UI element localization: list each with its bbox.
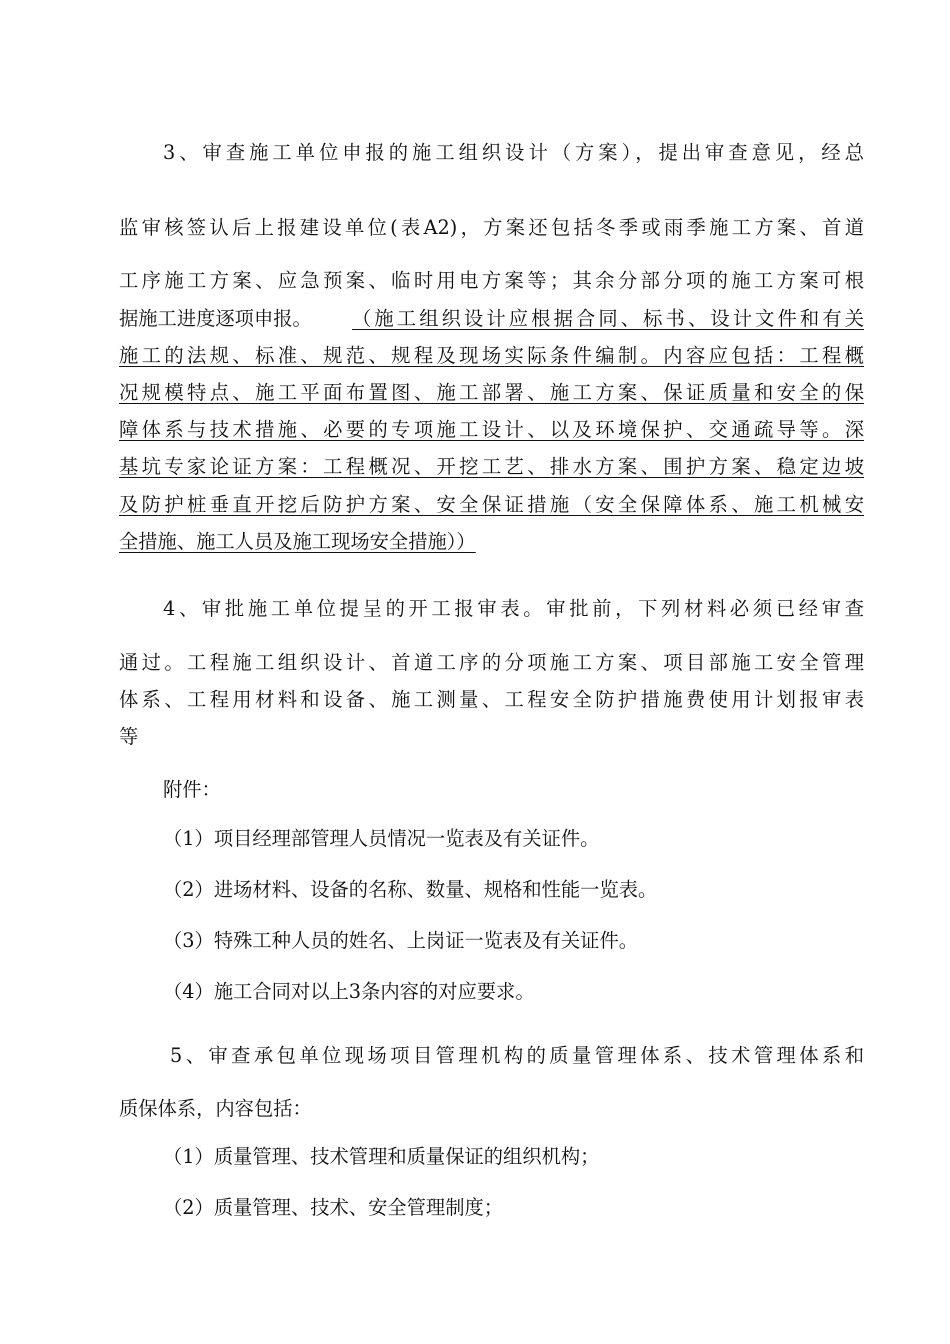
attachment-item-4: （4）施工合同对以上3条内容的对应要求。: [163, 980, 535, 1003]
item-3-note-line-4: 障体系与技术措施、必要的专项施工设计、以及环境保护、交通疏导等。深: [119, 418, 864, 441]
item-4-line-4: 等: [119, 725, 139, 748]
item-3-note-line-6: 及防护桩垂直开挖后防护方案、安全保证措施（安全保障体系、施工机械安: [119, 493, 864, 516]
item-4-line-2: 通过。工程施工组织设计、首道工序的分项施工方案、项目部施工安全管理: [119, 651, 864, 674]
item-5-sub-1: （1）质量管理、技术管理和质量保证的组织机构；: [163, 1145, 600, 1168]
item-3-note-line-5: 基坑专家论证方案：工程概况、开挖工艺、排水方案、围护方案、稳定边坡: [119, 455, 864, 478]
attachment-item-1: （1）项目经理部管理人员情况一览表及有关证件。: [163, 827, 600, 850]
item-3-note-line-7: 全措施、施工人员及施工现场安全措施））: [119, 530, 476, 553]
item-5-line-2: 质保体系，内容包括：: [119, 1097, 312, 1120]
item-3-line-3: 工序施工方案、应急预案、临时用电方案等；其余分部分项的施工方案可根: [119, 269, 864, 292]
item-3-line-4-lead: 据施工进度逐项申报。: [119, 307, 312, 330]
item-5-sub-2: （2）质量管理、技术、安全管理制度；: [163, 1196, 504, 1219]
item-4-line-1: 4、审批施工单位提呈的开工报审表。审批前，下列材料必须已经审查: [163, 597, 864, 620]
attachment-item-2: （2）进场材料、设备的名称、数量、规格和性能一览表。: [163, 878, 658, 901]
item-3-line-2: 监审核签认后上报建设单位(表A2)，方案还包括冬季或雨季施工方案、首道: [119, 216, 864, 239]
item-4-line-3: 体系、工程用材料和设备、施工测量、工程安全防护措施费使用计划报审表: [119, 688, 864, 711]
item-3-note-line-1: （施工组织设计应根据合同、标书、设计文件和有关: [352, 307, 864, 330]
attachment-item-3: （3）特殊工种人员的姓名、上岗证一览表及有关证件。: [163, 929, 639, 952]
item-3-note-line-3: 况规模特点、施工平面布置图、施工部署、施工方案、保证质量和安全的保: [119, 381, 864, 404]
item-5-line-1: 5、审查承包单位现场项目管理机构的质量管理体系、技术管理体系和: [170, 1044, 864, 1067]
attachments-heading: 附件：: [163, 778, 221, 801]
item-3-note-line-2: 施工的法规、标准、规范、规程及现场实际条件编制。内容应包括：工程概: [119, 344, 864, 367]
item-3-line-1: 3、审查施工单位申报的施工组织设计（方案），提出审查意见，经总: [163, 141, 864, 164]
